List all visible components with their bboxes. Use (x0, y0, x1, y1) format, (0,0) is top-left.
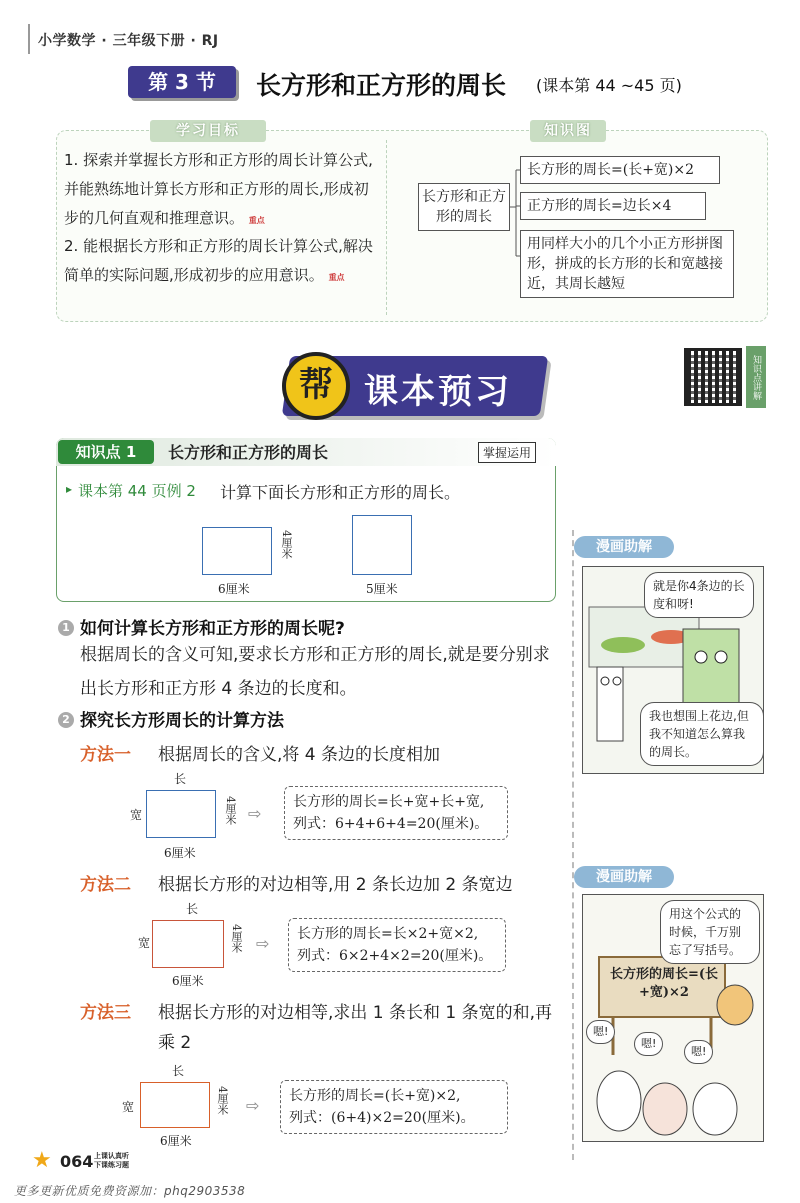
goal-text-2: 2. 能根据长方形和正方形的周长计算公式,解决简单的实际问题,形成初步的应用意识。 (64, 237, 373, 284)
shape-h-label: 4厘米 (216, 1086, 229, 1115)
formula-line-2: 列式：6×2+4×2=20(厘米)。 (297, 948, 493, 964)
formula-box-2 (288, 918, 506, 972)
speech-bubble: 嗯! (586, 1020, 615, 1044)
step-title-1: 如何计算长方形和正方形的周长呢? (80, 619, 345, 639)
formula-box-1 (284, 786, 508, 840)
section-badge: 第 3 节 (128, 66, 236, 98)
shape-w-label: 6厘米 (164, 846, 196, 860)
example-question: 计算下面长方形和正方形的周长。 (220, 483, 461, 502)
qr-side-label: 知识点讲解 (746, 346, 766, 408)
arrow-right-icon: ⇨ (256, 934, 270, 953)
slogan-line-2: 下课练习题 (94, 1161, 129, 1169)
sidebar-divider (572, 530, 574, 1160)
example-square (352, 515, 412, 575)
knowledge-point-badge: 知识点 1 (58, 440, 154, 464)
rect-width-label: 6厘米 (218, 582, 250, 596)
shape-long-label: 长 (174, 772, 187, 786)
page-number: 064 (60, 1152, 94, 1171)
shape-h-label: 4厘米 (230, 924, 243, 953)
map-rect-formula: 长方形的周长=(长+宽)×2 (520, 156, 720, 184)
shape-w-label: 6厘米 (172, 974, 204, 988)
method-text-3: 根据长方形的对边相等,求出 1 条长和 1 条宽的和,再乘 2 (158, 1003, 553, 1053)
method-rect-3 (140, 1082, 210, 1128)
speech-bubble: 嗯! (634, 1032, 663, 1056)
speech-bubble: 就是你4条边的长度和呀! (644, 572, 754, 618)
step-title-2: 探究长方形周长的计算方法 (80, 711, 284, 731)
level-tag: 掌握运用 (478, 442, 536, 463)
method-label-3: 方法三 (80, 1003, 131, 1023)
arrow-right-icon: ⇨ (248, 804, 262, 823)
keypoint-mark: 重点 (328, 273, 345, 282)
comic-tag-1: 漫画助解 (574, 536, 674, 558)
footer-slogan (94, 1152, 129, 1170)
step-number-2: 2 (58, 712, 74, 728)
section-pages: (课本第 44 ~45 页) (536, 76, 682, 95)
book-header: 小学数学 · 三年级下册 · RJ (38, 33, 219, 49)
star-icon: ★ (32, 1148, 52, 1173)
square-side-label: 5厘米 (366, 582, 398, 596)
goal-item-1 (64, 146, 380, 235)
method-label-1: 方法一 (80, 745, 131, 765)
map-square-formula: 正方形的周长=边长×4 (520, 192, 706, 220)
method-label-2: 方法二 (80, 875, 131, 895)
method-rect-1 (146, 790, 216, 838)
shape-wide-label: 宽 (122, 1100, 135, 1114)
knowledge-point-title: 长方形和正方形的周长 (168, 443, 329, 462)
example-rectangle (202, 527, 272, 575)
shape-wide-label: 宽 (130, 808, 143, 822)
step-body-1: 根据周长的含义可知,要求长方形和正方形的周长,就是要分别求出长方形和正方形 4 条边的长度和。 (80, 645, 550, 699)
goal-item-2 (64, 232, 380, 292)
goals-divider (386, 140, 387, 315)
method-text-1: 根据周长的含义,将 4 条边的长度相加 (158, 745, 441, 765)
speech-bubble: 嗯! (684, 1040, 713, 1064)
qr-pattern (690, 354, 736, 400)
triangle-bullet-icon: ▸ (66, 482, 73, 496)
formula-line-1: 长方形的周长=长×2+宽×2, (297, 926, 479, 942)
shape-long-label: 长 (172, 1064, 185, 1078)
speech-bubble: 用这个公式的时候，千万别忘了写括号。 (660, 900, 760, 964)
banner-title: 课本预习 (364, 372, 512, 412)
section-title: 长方形和正方形的周长 (256, 71, 507, 100)
formula-line-1: 长方形的周长=长+宽+长+宽, (293, 794, 485, 810)
knowledge-map-tag: 知识图 (530, 120, 606, 142)
formula-line-1: 长方形的周长=(长+宽)×2, (289, 1088, 461, 1104)
rect-height-label: 4厘米 (280, 530, 293, 559)
shape-long-label: 长 (186, 902, 199, 916)
textbook-reference: 课本第 44 页例 2 (78, 482, 196, 500)
map-root-node: 长方形和正方形的周长 (418, 183, 510, 231)
step-number-1: 1 (58, 620, 74, 636)
map-note: 用同样大小的几个小正方形拼图形，拼成的长方形的长和宽越接近，其周长越短 (520, 230, 734, 298)
goals-tag: 学习目标 (150, 120, 266, 142)
comic-board-text: 长方形的周长=(长+宽)×2 (609, 967, 719, 1000)
formula-box-3 (280, 1080, 508, 1134)
method-text-2: 根据长方形的对边相等,用 2 条长边加 2 条宽边 (158, 875, 513, 895)
shape-h-label: 4厘米 (224, 796, 237, 825)
comic-tag-2: 漫画助解 (574, 866, 674, 888)
header-divider (28, 24, 30, 54)
watermark-text: 更多更新优质免费资源加：phq2903538 (14, 1184, 246, 1198)
shape-w-label: 6厘米 (160, 1134, 192, 1148)
keypoint-mark: 重点 (248, 216, 265, 225)
shape-wide-label: 宽 (138, 936, 151, 950)
formula-line-2: 列式：(6+4)×2=20(厘米)。 (289, 1110, 475, 1126)
speech-bubble: 我也想围上花边,但我不知道怎么算我的周长。 (640, 702, 764, 766)
banner-circle: 帮 (282, 352, 350, 420)
goal-text-1: 1. 探索并掌握长方形和正方形的周长计算公式,并能熟练地计算长方形和正方形的周长,形成初步的几何直观和推理意识。 (64, 151, 373, 227)
formula-line-2: 列式：6+4+6+4=20(厘米)。 (293, 816, 489, 832)
method-rect-2 (152, 920, 224, 968)
slogan-line-1: 上课认真听 (94, 1152, 129, 1160)
arrow-right-icon: ⇨ (246, 1096, 260, 1115)
